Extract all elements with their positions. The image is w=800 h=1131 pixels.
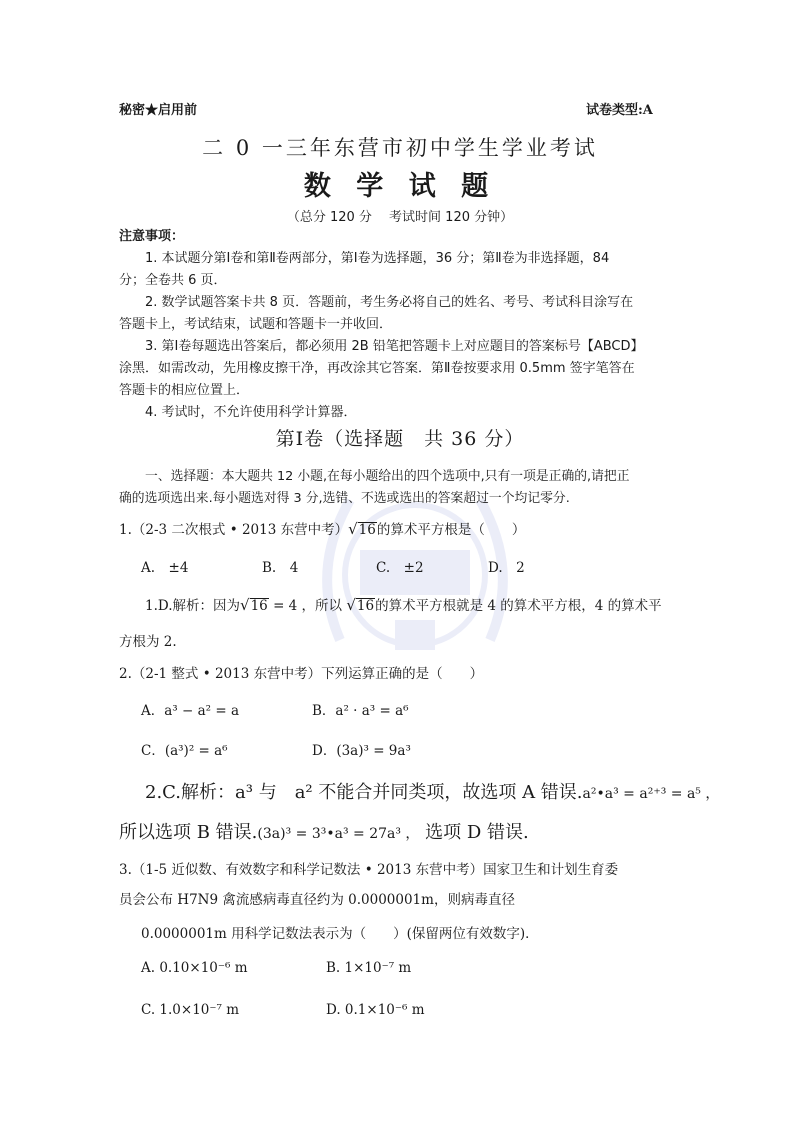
explanation-2-formula: a²•a³ = a²⁺³ = a⁵ ， [582,786,720,802]
option-c: C．(a³)² = a⁶ [141,743,228,759]
section-title: 第Ⅰ卷（选择题 共 36 分） [275,428,525,450]
note-line: 涂黑．如需改动，先用橡皮擦干净，再改涂其它答案．第Ⅱ卷按要求用 0.5mm 签字笔答在 [119,361,635,376]
question-1-radicand: 16 [358,522,376,538]
question-1-prefix: 1.（2-3 二次根式 • 2013 东营中考） [119,522,349,538]
score-time-info: （总分 120 分 考试时间 120 分钟） [286,210,514,225]
explanation-2-cont [119,818,529,844]
explanation-1-text: = 4 ，所以 [273,598,343,614]
explanation-2 [145,778,719,804]
option-d: D. 2 [488,560,525,576]
explanation-1-radicand: 16 [250,598,268,614]
explanation-2-text: a³ 与 a² 不能合并同类项，故选项 A 错误. [235,782,583,803]
question-3-line: 0.0000001m 用科学记数法表示为（ ）(保留两位有效数字)． [141,926,539,942]
explanation-2-formula: (3a)³ = 3³•a³ = 27a³ ， [257,826,420,842]
subject-title: 数 学 试 题 [303,171,497,202]
option-c: C. 1.0×10⁻⁷ m [141,1002,240,1018]
instruction-line: 确的选项选出来.每小题选对得 3 分,选错、不选或选出的答案超过一个均记零分. [119,491,570,506]
explanation-2-text: 选项 D 错误. [425,822,529,843]
paper-type-label: 试卷类型:A [586,103,653,118]
explanation-1-radicand: 16 [356,598,375,614]
confidential-label: 秘密★启用前 [119,103,198,118]
note-line: 4. 考试时，不允许使用科学计算器． [145,405,357,420]
option-b: B. 1×10⁻⁷ m [326,960,412,976]
explanation-1-cont: 方根为 2. [119,634,177,650]
question-3-line: 员会公布 H7N9 禽流感病毒直径约为 0.0000001m，则病毒直径 [119,892,515,908]
explanation-2-text: 所以选项 B 错误. [119,822,258,843]
note-line: 3. 第Ⅰ卷每题选出答案后，都必须用 2B 铅笔把答题卡上对应题目的答案标号【ABCD】 [145,339,644,354]
option-a: A. ±4 [141,560,189,576]
note-line: 分；全卷共 6 页． [119,273,227,288]
instruction-line: 一、选择题：本大题共 12 小题,在每小题给出的四个选项中,只有一项是正确的,请把正 [145,469,630,484]
explanation-2-text: 2.C.解析： [145,782,236,803]
question-1-suffix: 的算术平方根是（ ） [376,522,526,538]
note-line: 2. 数学试题答案卡共 8 页．答题前，考生务必将自己的姓名、考号、考试科目涂写在 [145,295,634,310]
option-d: D．(3a)³ = 9a³ [312,743,411,759]
radical-icon: √ [346,596,356,614]
note-line: 1. 本试题分第Ⅰ卷和第Ⅱ卷两部分，第Ⅰ卷为选择题，36 分；第Ⅱ卷为非选择题，84 [145,251,610,266]
explanation-1-text: 1.D.解析：因为 [145,598,241,614]
note-line: 答题卡的相应位置上． [119,383,250,398]
option-b: B. 4 [262,560,299,576]
radical-icon: √ [240,596,250,614]
explanation-1 [145,594,662,614]
explanation-1-text: 的算术平方根就是 4 的算术平方根，4 的算术平 [375,598,662,614]
option-b: B．a² · a³ = a⁶ [312,703,409,719]
option-a: A．a³ − a² = a [141,703,240,719]
notes-heading: 注意事项： [119,229,185,244]
option-a: A. 0.10×10⁻⁶ m [141,960,248,976]
note-line: 答题卡上，考试结束，试题和答题卡一并收回． [119,317,393,332]
option-c: C. ±2 [376,560,424,576]
option-d: D. 0.1×10⁻⁶ m [326,1002,425,1018]
question-3-line: 3.（1-5 近似数、有效数字和科学记数法 • 2013 东营中考）国家卫生和计划生育委 [119,862,619,878]
question-2: 2.（2-1 整式 • 2013 东营中考）下列运算正确的是（ ） [119,666,484,682]
radical-icon: √ [348,520,358,538]
question-1 [119,518,525,538]
exam-title: 二 0 一三年东营市初中学生学业考试 [202,136,598,160]
